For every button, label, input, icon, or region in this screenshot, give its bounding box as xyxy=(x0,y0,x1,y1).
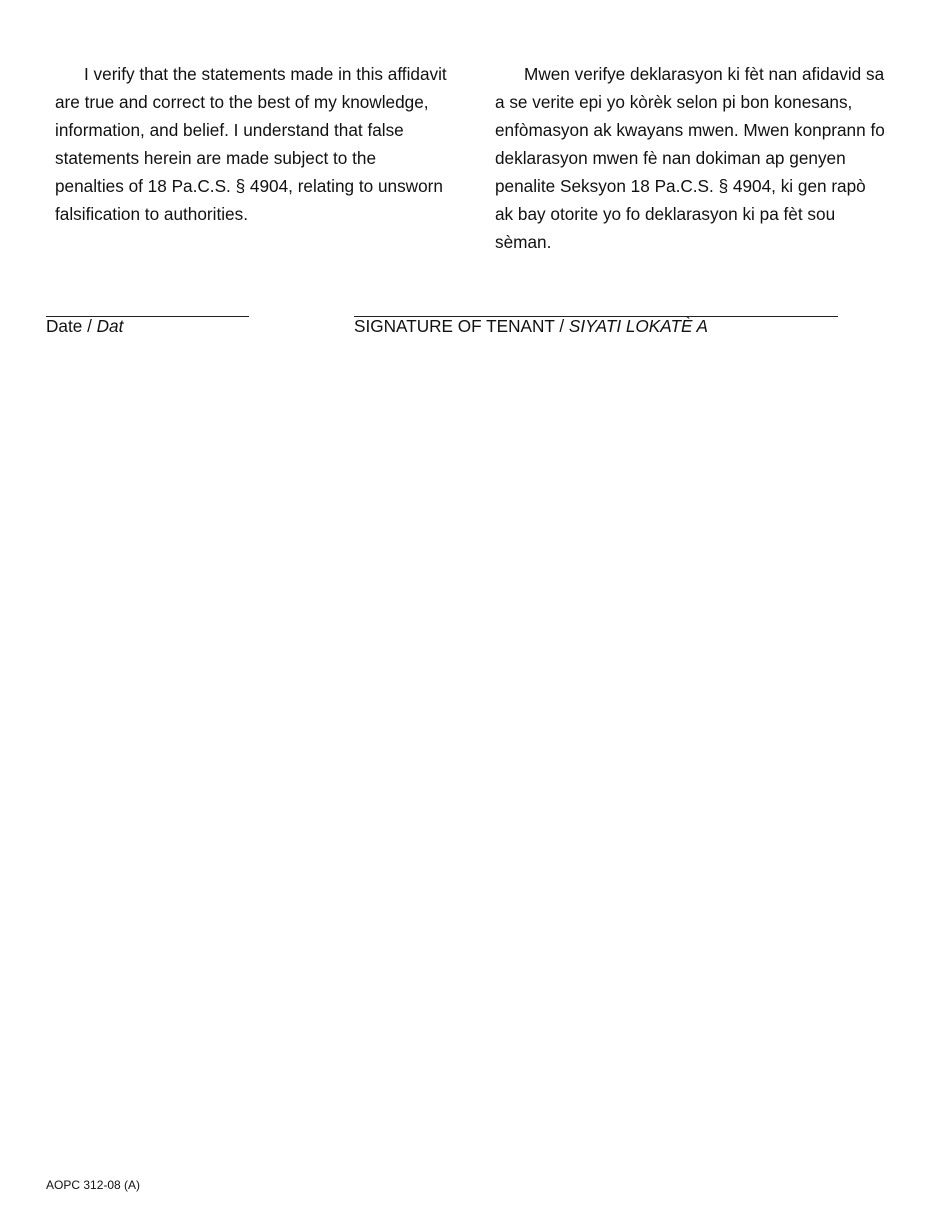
english-line-1: I verify that the statements made in this affidavit xyxy=(84,64,447,84)
creole-line-5: penalite Seksyon 18 Pa.C.S. § 4904, ki gen rapò xyxy=(495,176,866,196)
tenant-label-creole: SIYATI LOKATÈ A xyxy=(568,316,709,336)
verification-statement-english xyxy=(55,60,487,228)
english-line-3: information, and belief. I understand that false xyxy=(55,120,404,140)
tenant-signature-label xyxy=(354,315,708,337)
english-line-2: are true and correct to the best of my knowledge, xyxy=(55,92,429,112)
english-line-6: falsification to authorities. xyxy=(55,204,248,224)
english-line-4: statements herein are made subject to the xyxy=(55,148,377,168)
creole-line-1: Mwen verifye deklarasyon ki fèt nan afidavid sa xyxy=(524,64,885,84)
date-label-english: Date / xyxy=(46,316,97,336)
creole-line-6: ak bay otorite yo fo deklarasyon ki pa fèt sou xyxy=(495,204,836,224)
creole-line-2: a se verite epi yo kòrèk selon pi bon konesans, xyxy=(495,92,853,112)
form-code: AOPC 312-08 (A) xyxy=(46,1178,141,1192)
creole-line-7: sèman. xyxy=(495,232,552,252)
english-line-5: penalties of 18 Pa.C.S. § 4904, relating to unsworn xyxy=(55,176,443,196)
creole-line-3: enfòmasyon ak kwayans mwen. Mwen konprann fo xyxy=(495,120,885,140)
date-label-creole: Dat xyxy=(96,316,124,336)
verification-statement-creole xyxy=(495,60,935,256)
creole-line-4: deklarasyon mwen fè nan dokiman ap genyen xyxy=(495,148,846,168)
tenant-label-english: SIGNATURE OF TENANT / xyxy=(354,316,569,336)
date-label xyxy=(46,315,123,337)
